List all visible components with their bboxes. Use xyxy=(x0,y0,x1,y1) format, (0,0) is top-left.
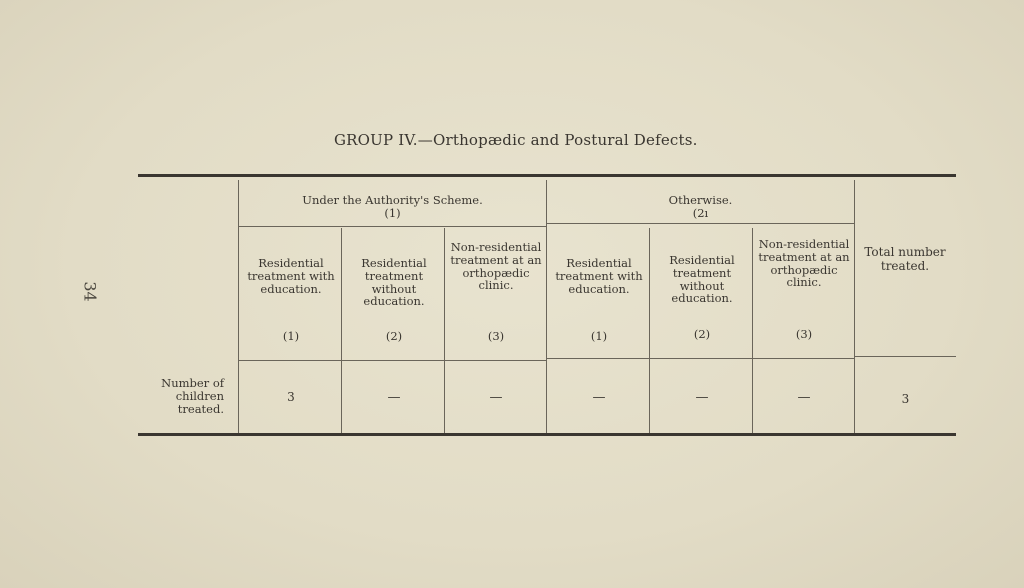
table-cell: — xyxy=(695,390,709,405)
column-header-4 xyxy=(549,257,649,295)
table-cell: — xyxy=(797,390,811,405)
table-cell: — xyxy=(489,390,503,405)
header-body-divider xyxy=(855,356,956,357)
column-header-number: (1) xyxy=(590,329,608,343)
table-cell: 3 xyxy=(287,390,295,404)
table-bottom-rule xyxy=(138,433,956,436)
page-number: 34 xyxy=(80,281,100,302)
header-body-divider xyxy=(239,360,546,361)
column-header-number: (3) xyxy=(795,327,813,341)
column-header-number: (2) xyxy=(385,329,403,343)
column-header-number: (1) xyxy=(282,329,300,343)
column-header-2 xyxy=(344,257,444,308)
group-header-number: (1) xyxy=(384,205,401,220)
column-header-number: (3) xyxy=(487,329,505,343)
column-header-label: Residential treatment with education. xyxy=(247,256,335,296)
column-header-label: Residential treatment with education. xyxy=(555,256,643,296)
table-vline xyxy=(649,228,650,433)
column-header-label: Residential treatment without education. xyxy=(361,256,427,309)
column-header-3 xyxy=(446,241,546,292)
total-header: Total number treated. xyxy=(864,245,946,273)
table-vline xyxy=(444,228,445,433)
table-cell: — xyxy=(592,390,606,405)
row-label: Number of children treated. xyxy=(161,376,224,416)
column-header-label: Non-residential treatment at an orthopædic clinic. xyxy=(450,240,542,293)
group-header-authority xyxy=(239,194,546,220)
column-header-5 xyxy=(652,254,752,305)
table-top-rule xyxy=(138,174,956,177)
group-header-number: (2ı xyxy=(692,205,709,220)
header-body-divider xyxy=(547,358,854,359)
column-header-6 xyxy=(754,238,854,289)
table-vline xyxy=(752,228,753,433)
group-underline-1 xyxy=(239,226,546,227)
table-cell-total: 3 xyxy=(901,392,910,406)
page-title: GROUP IV.—Orthopædic and Postural Defects. xyxy=(334,131,698,149)
table-vline xyxy=(341,228,342,433)
column-header-label: Non-residential treatment at an orthopædic clinic. xyxy=(758,237,850,290)
column-header-number: (2) xyxy=(693,327,711,341)
group-header-label: Under the Authority's Scheme. xyxy=(302,193,483,207)
column-header-1 xyxy=(241,257,341,295)
column-header-label: Residential treatment without education. xyxy=(669,253,735,306)
group-underline-2 xyxy=(547,223,854,224)
table-cell: — xyxy=(387,390,401,405)
group-header-label: Otherwise. xyxy=(668,193,733,207)
group-header-otherwise xyxy=(547,194,854,220)
